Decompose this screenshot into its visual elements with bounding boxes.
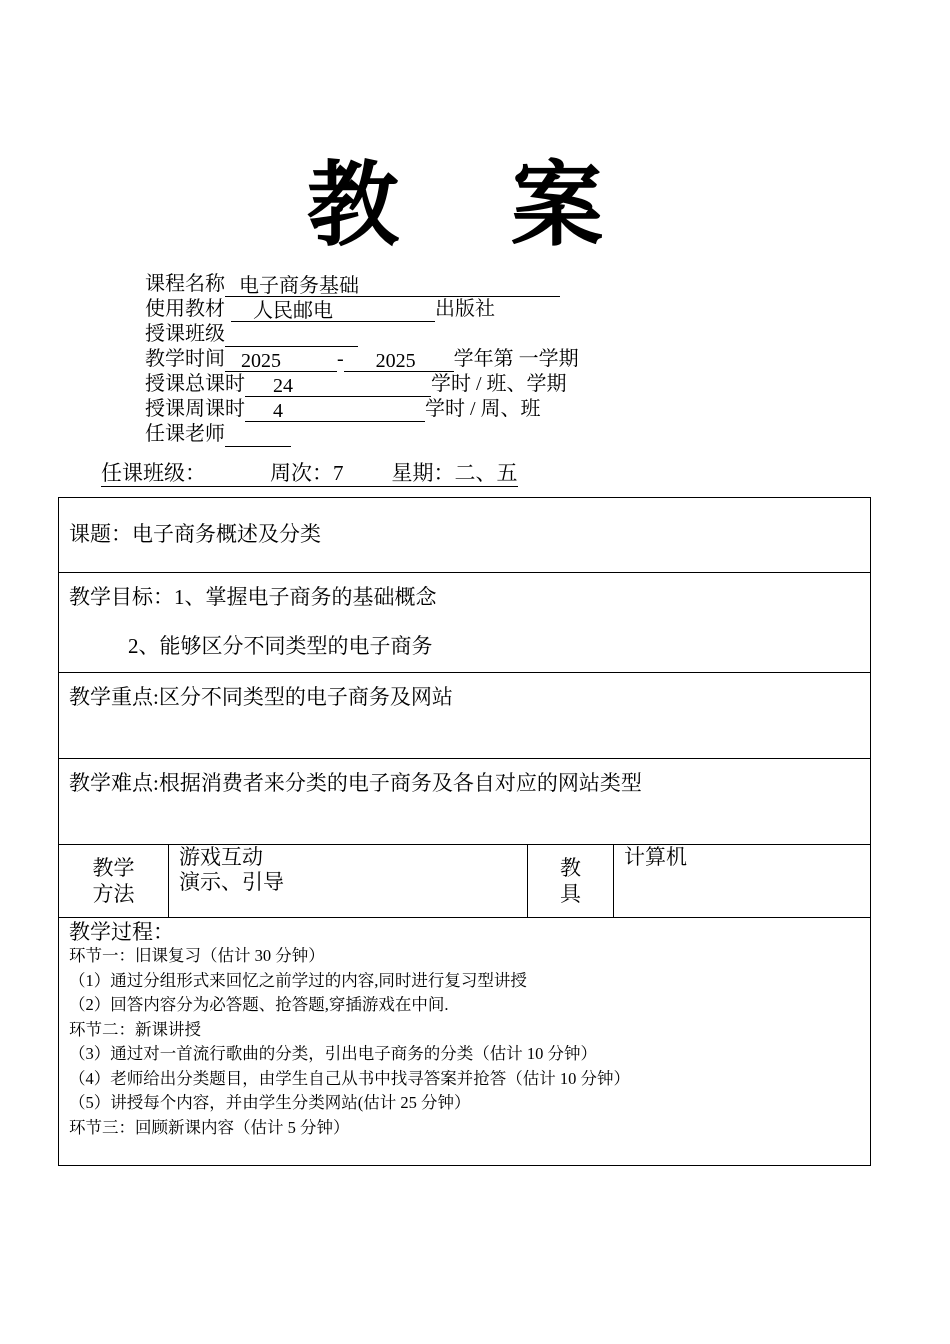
method-item: 演示、引导 <box>179 870 284 894</box>
topic-row <box>59 498 871 573</box>
time-suffix: 学年第 一学期 <box>453 348 579 370</box>
difficulties-row <box>59 759 871 845</box>
course-name-row <box>145 272 579 297</box>
year-to: 2025 <box>344 351 454 372</box>
objective-1: 教学目标：1、掌握电子商务的基础概念 <box>69 585 437 609</box>
textbook-suffix: 出版社 <box>435 298 495 320</box>
total-hours-suffix: 学时 / 班、学期 <box>431 373 567 395</box>
process-line: （1）通过分组形式来回忆之前学过的内容,同时进行复习型讲授 <box>69 970 527 990</box>
process-title: 教学过程： <box>69 920 174 944</box>
total-hours-label: 授课总课时 <box>145 373 245 395</box>
difficulties-text: 教学难点:根据消费者来分类的电子商务及各自对应的网站类型 <box>69 771 642 795</box>
topic-text: 课题：电子商务概述及分类 <box>69 522 321 546</box>
weekly-hours-suffix: 学时 / 周、班 <box>425 398 541 420</box>
class-row <box>145 322 579 347</box>
textbook-label: 使用教材 <box>145 298 225 320</box>
total-hours-row <box>145 372 579 397</box>
objective-2: 2、能够区分不同类型的电子商务 <box>128 634 433 658</box>
process-content <box>59 918 870 1140</box>
class-schedule-line <box>101 460 518 487</box>
process-lines <box>69 944 860 1140</box>
class-label: 授课班级 <box>145 323 225 345</box>
teacher-row <box>145 422 579 447</box>
process-line: （3）通过对一首流行歌曲的分类，引出电子商务的分类（估计 10 分钟） <box>69 1044 597 1063</box>
year-separator: - <box>337 348 344 370</box>
course-name-value: 电子商务基础 <box>225 276 560 297</box>
textbook-value: 人民邮电 <box>231 301 435 322</box>
process-row <box>59 918 871 1166</box>
weekly-hours-row <box>145 397 579 422</box>
process-line: 环节一：旧课复习（估计 30 分钟） <box>69 946 325 965</box>
tools-label: 教 具 <box>560 856 581 906</box>
document-title: 教 案 <box>306 151 644 259</box>
lesson-plan-table <box>58 497 871 1166</box>
objectives-row <box>59 573 871 673</box>
process-line: 环节二：新课讲授 <box>69 1019 201 1039</box>
total-hours-value: 24 <box>245 376 431 397</box>
process-line: （2）回答内容分为必答题、抢答题,穿插游戏在中间. <box>69 995 449 1014</box>
tools-value: 计算机 <box>624 845 687 869</box>
class-schedule-day: 星期：二、五 <box>391 461 518 485</box>
textbook-row <box>145 297 579 322</box>
teaching-time-label: 教学时间 <box>145 348 225 370</box>
weekly-hours-label: 授课周课时 <box>145 398 245 420</box>
method-item: 游戏互动 <box>179 845 263 869</box>
process-line: 环节三：回顾新课内容（估计 5 分钟） <box>69 1117 350 1137</box>
class-schedule-week: 周次：7 <box>270 461 344 485</box>
course-info <box>145 272 579 447</box>
weekly-hours-value: 4 <box>245 401 425 422</box>
method-label: 教学 方法 <box>92 856 135 906</box>
class-schedule-class: 任课班级： <box>101 461 206 485</box>
process-line: （4）老师给出分类题目，由学生自己从书中找寻答案并抢答（估计 10 分钟） <box>69 1068 630 1088</box>
key-points-text: 教学重点:区分不同类型的电子商务及网站 <box>69 685 453 709</box>
teacher-value-blank <box>225 446 291 447</box>
teacher-label: 任课老师 <box>145 423 225 445</box>
course-name-label: 课程名称 <box>145 273 225 295</box>
teaching-time-row <box>145 347 579 372</box>
method-row <box>59 845 871 918</box>
method-list <box>169 845 527 895</box>
key-points-row <box>59 673 871 759</box>
year-from: 2025 <box>225 351 337 372</box>
process-line: （5）讲授每个内容，并由学生分类网站(估计 25 分钟） <box>69 1093 471 1112</box>
